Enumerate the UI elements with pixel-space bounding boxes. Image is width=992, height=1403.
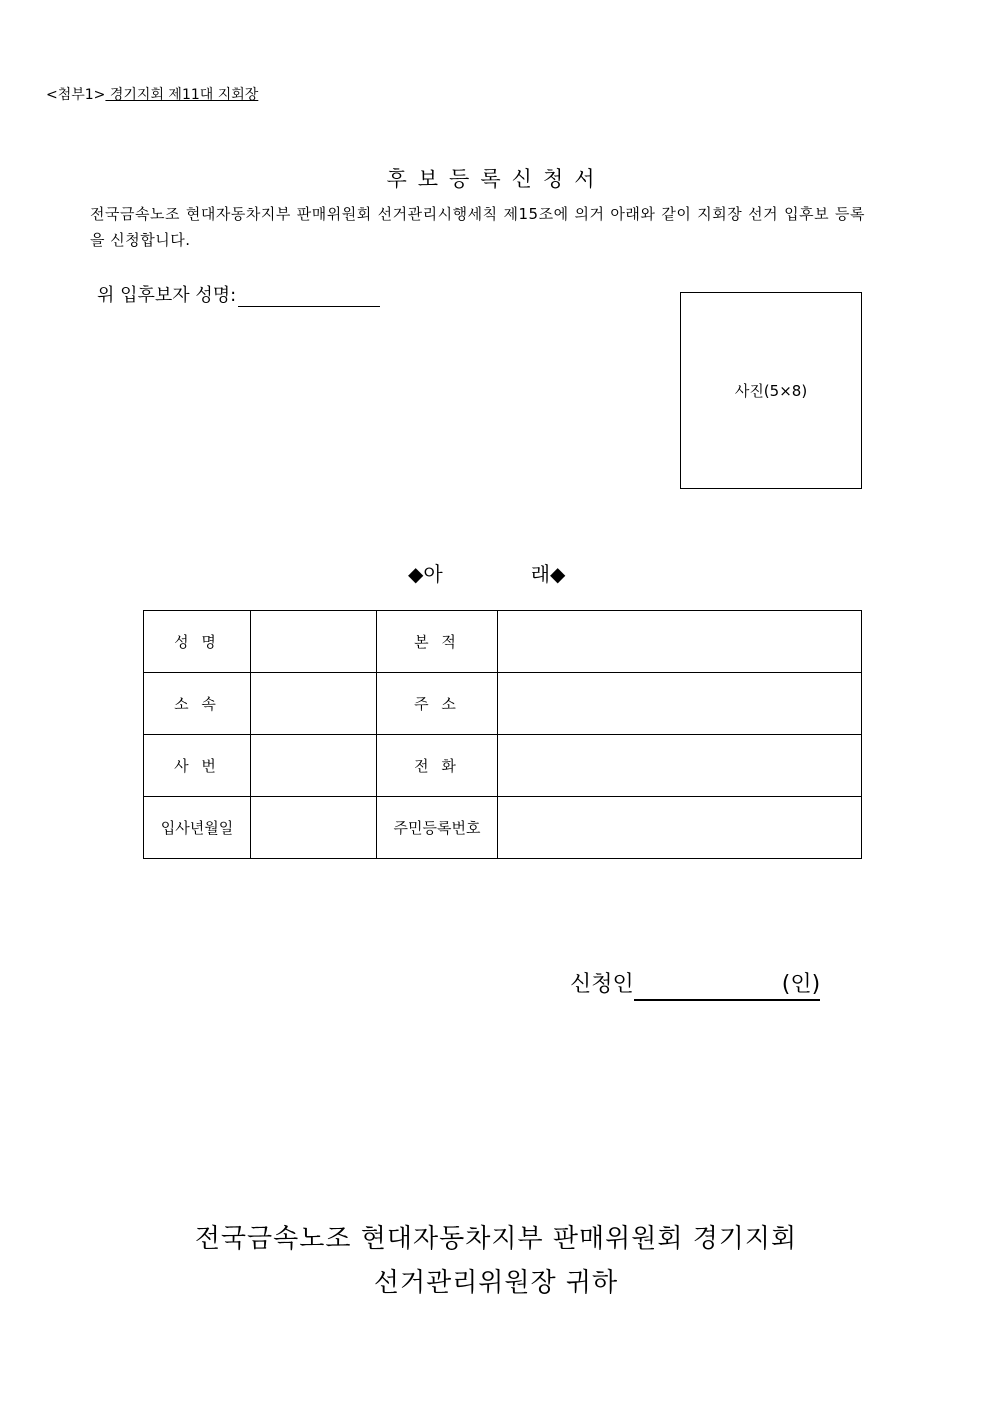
label-name: 성 명	[144, 611, 251, 673]
candidate-name-row	[97, 281, 380, 307]
attachment-subject: 경기지회 제11대 지회장	[105, 87, 259, 103]
section-heading-below	[408, 558, 565, 587]
footer-addressee: 선거관리위원장 귀하	[373, 1268, 619, 1298]
label-address: 주 소	[377, 673, 498, 735]
intro-paragraph: 전국금속노조 현대자동차지부 판매위원회 선거관리시행세칙 제15조에 의거 아래와 같이 지회장 선거 입후보 등록을 신청합니다.	[90, 205, 865, 249]
value-name[interactable]	[251, 611, 377, 673]
label-resident-number: 주민등록번호	[377, 797, 498, 859]
value-employee-id[interactable]	[251, 735, 377, 797]
attachment-label	[46, 84, 258, 104]
form-title: 후보등록신청서	[386, 167, 606, 191]
candidate-name-label: 위 입후보자 성명:	[97, 285, 237, 306]
photo-box[interactable]	[680, 292, 862, 489]
table-row	[144, 673, 862, 735]
label-employee-id: 사 번	[144, 735, 251, 797]
value-resident-number[interactable]	[498, 797, 862, 859]
table-row	[144, 611, 862, 673]
info-table	[143, 610, 862, 859]
photo-label: 사진(5×8)	[734, 382, 808, 400]
value-hire-date[interactable]	[251, 797, 377, 859]
attachment-tag: <첨부1>	[46, 87, 106, 103]
label-phone: 전 화	[377, 735, 498, 797]
table-row	[144, 735, 862, 797]
value-address[interactable]	[498, 673, 862, 735]
label-affiliation: 소 속	[144, 673, 251, 735]
applicant-seal: (인)	[781, 972, 821, 997]
below-left: ◆아	[408, 562, 443, 586]
table-row	[144, 797, 862, 859]
applicant-label: 신청인	[570, 972, 634, 997]
candidate-name-blank[interactable]	[238, 286, 380, 307]
footer-organization: 전국금속노조 현대자동차지부 판매위원회 경기지회	[194, 1224, 798, 1254]
label-hire-date: 입사년월일	[144, 797, 251, 859]
value-phone[interactable]	[498, 735, 862, 797]
below-right: 래◆	[530, 562, 566, 586]
value-affiliation[interactable]	[251, 673, 377, 735]
value-domicile[interactable]	[498, 611, 862, 673]
applicant-row	[570, 967, 820, 1001]
label-domicile: 본 적	[377, 611, 498, 673]
